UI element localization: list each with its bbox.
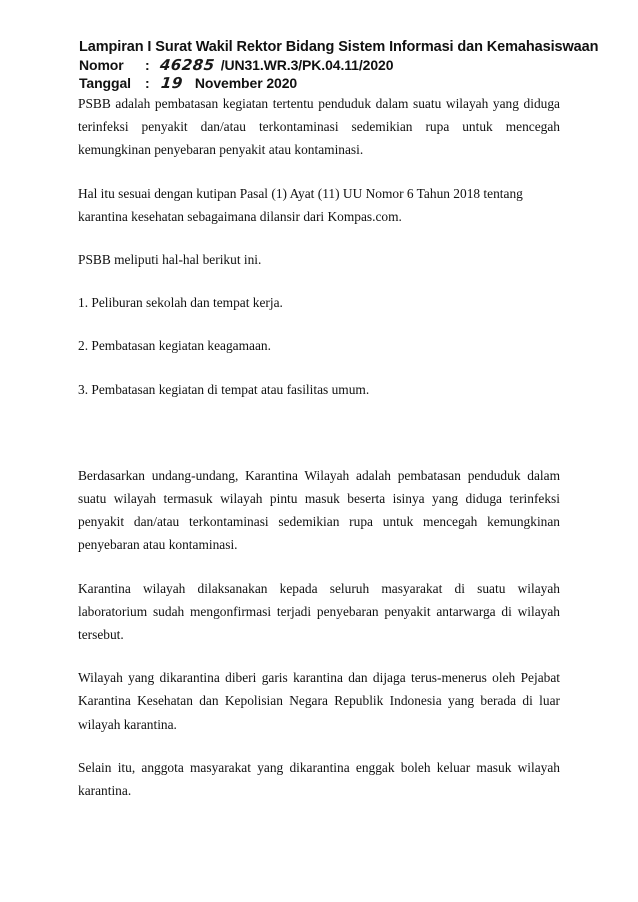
- tanggal-row: [79, 74, 599, 92]
- handwritten-letter-number: 46285: [159, 56, 216, 74]
- list-item: 2. Pembatasan kegiatan keagamaan.: [78, 338, 271, 354]
- tanggal-label: Tanggal: [79, 75, 131, 91]
- paragraph-karantina-guard: Wilayah yang dikarantina diberi garis karantina dan dijaga terus-menerus oleh Pejabat Karantina Kesehatan dan Kepolisian Negara Republik Indonesia yang berada di luar wilayah karantina.: [78, 670, 560, 732]
- paragraph-karantina-definition: Berdasarkan undang-undang, Karantina Wilayah adalah pembatasan penduduk dalam suatu wilayah termasuk wilayah pintu masuk beserta isinya yang diduga terinfeksi penyakit dan/atau terkontaminasi sedemikian rupa untuk mencegah kemungkinan penyebaran atau kontaminasi.: [78, 467, 560, 553]
- letter-header: [79, 38, 599, 92]
- paragraph-legal-reference: Hal itu sesuai dengan kutipan Pasal (1) Ayat (11) UU Nomor 6 Tahun 2018 tentang karantina kesehatan sebagaimana dilansir dari Kompas.com.: [78, 185, 523, 224]
- nomor-colon: :: [145, 57, 150, 73]
- letter-number-code: /UN31.WR.3/PK.04.11/2020: [220, 57, 394, 73]
- paragraph-psbb-definition: PSBB adalah pembatasan kegiatan tertentu penduduk dalam suatu wilayah yang diduga terinfeksi penyakit dan/atau terkontaminasi sedemikian rupa untuk mencegah kemungkinan penyebaran penyakit atau kontaminasi.: [78, 96, 560, 158]
- handwritten-day: 19: [160, 74, 184, 92]
- paragraph-karantina-implementation: Karantina wilayah dilaksanakan kepada seluruh masyarakat di suatu wilayah laboratorium sudah mengonfirmasi terjadi penyebaran penyakit antarwarga di wilayah tersebut.: [78, 580, 560, 643]
- paragraph-psbb-scope: PSBB meliputi hal-hal berikut ini.: [78, 252, 262, 268]
- list-item: 3. Pembatasan kegiatan di tempat atau fasilitas umum.: [78, 381, 370, 397]
- list-item: 1. Peliburan sekolah dan tempat kerja.: [78, 295, 283, 311]
- tanggal-colon: :: [145, 75, 150, 91]
- nomor-label: Nomor: [79, 57, 124, 73]
- month-year: November 2020: [194, 75, 298, 91]
- header-title: Lampiran I Surat Wakil Rektor Bidang Sistem Informasi dan Kemahasiswaan: [79, 39, 599, 55]
- paragraph-karantina-restriction: Selain itu, anggota masyarakat yang dikarantina enggak boleh keluar masuk wilayah karantina.: [78, 759, 560, 799]
- document-body: [78, 92, 560, 802]
- nomor-row: [79, 56, 599, 74]
